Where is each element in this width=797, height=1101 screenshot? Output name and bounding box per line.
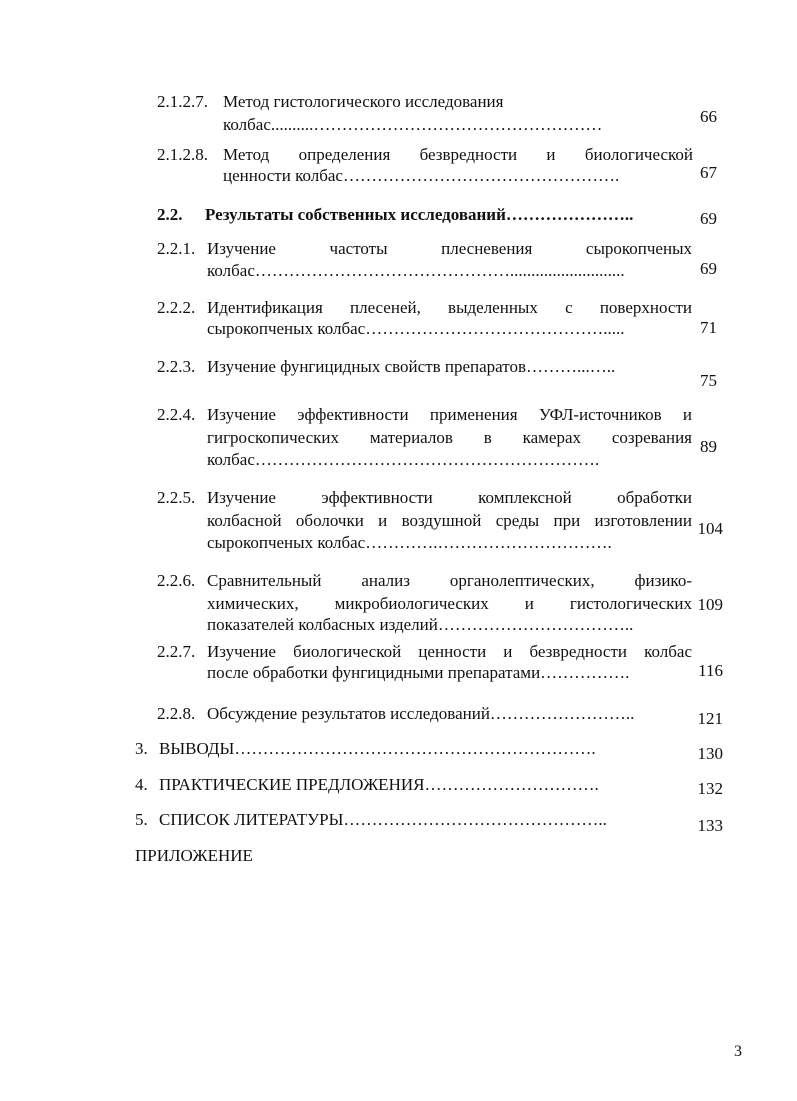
- toc-entry-number: 2.2.5.: [157, 488, 196, 507]
- toc-entry-page: 104: [697, 519, 723, 538]
- toc-entry-title: Результаты собственных исследований…………………..: [205, 205, 634, 224]
- toc-entry-title-cont: гигроскопических материалов в камерах созревания: [207, 428, 692, 447]
- toc-entry-title: Обсуждение результатов исследований……………………..: [207, 704, 635, 723]
- toc-entry-number: 2.2.7.: [157, 642, 196, 661]
- toc-entry-title: Метод определения безвредности и биологической: [223, 145, 693, 164]
- toc-entry-title-cont: сырокопченых колбас………….………………………….: [207, 533, 612, 552]
- toc-entry-title-cont: сырокопченых колбас…………………………………….....: [207, 319, 625, 338]
- toc-entry-page: 75: [700, 371, 717, 390]
- toc-entry-page: 67: [700, 163, 717, 182]
- toc-entry-number: 2.2.2.: [157, 298, 196, 317]
- toc-entry-title: ПРАКТИЧЕСКИЕ ПРЕДЛОЖЕНИЯ………………………….: [159, 775, 599, 794]
- toc-entry-title: ВЫВОДЫ……………………………………………………….: [159, 739, 596, 758]
- toc-entry-title-cont: показателей колбасных изделий……………………………..: [207, 615, 634, 634]
- toc-entry-title: Изучение частоты плесневения сырокопченых: [207, 239, 692, 258]
- toc-entry-page: 133: [697, 816, 723, 835]
- toc-entry-title: Изучение эффективности применения УФЛ-источников и: [207, 405, 692, 424]
- toc-entry-page: 89: [700, 437, 717, 456]
- toc-entry-number: 2.1.2.8.: [157, 145, 208, 164]
- toc-entry-number: 4.: [135, 775, 148, 794]
- toc-entry-page: 71: [700, 318, 717, 337]
- toc-entry-page: 69: [700, 259, 717, 278]
- toc-entry-title-cont: колбас..........……………………………………………: [223, 115, 603, 134]
- toc-entry-number: 2.1.2.7.: [157, 92, 208, 111]
- toc-entry-page: 130: [697, 744, 723, 763]
- toc-entry-title-cont: колбас…………………………………………………….: [207, 450, 600, 469]
- toc-entry-number: 2.2.4.: [157, 405, 196, 424]
- toc-entry-title-cont: ценности колбас………………………………………….: [223, 166, 620, 185]
- toc-entry-title: СПИСОК ЛИТЕРАТУРЫ………………………………………..: [159, 810, 607, 829]
- toc-entry-page: 69: [700, 209, 717, 228]
- toc-entry-number: 3.: [135, 739, 148, 758]
- toc-entry-number: 2.2.: [157, 205, 183, 224]
- toc-entry-title-cont: химических, микробиологических и гистологических: [207, 594, 692, 613]
- toc-entry-number: 2.2.1.: [157, 239, 196, 258]
- toc-entry-page: 121: [697, 709, 723, 728]
- toc-entry-title: Метод гистологического исследования: [223, 92, 504, 111]
- toc-entry-title: Сравнительный анализ органолептических, физико-: [207, 571, 692, 590]
- toc-entry-page: 116: [698, 661, 723, 680]
- toc-entry-number: 2.2.6.: [157, 571, 196, 590]
- toc-entry-title: Изучение фунгицидных свойств препаратов………...…..: [207, 357, 616, 376]
- toc-entry-title-cont: после обработки фунгицидными препаратами…………….: [207, 663, 630, 682]
- toc-entry-page: 109: [697, 595, 723, 614]
- toc-entry-number: 2.2.8.: [157, 704, 196, 723]
- toc-entry-page: 66: [700, 107, 717, 126]
- toc-entry-title-cont: колбас………………………………………...........................: [207, 261, 625, 280]
- toc-entry-title: Идентификация плесеней, выделенных с поверхности: [207, 298, 692, 317]
- toc-entry-page: 132: [697, 779, 723, 798]
- toc-entry-title: Изучение эффективности комплексной обработки: [207, 488, 692, 507]
- page-number: 3: [734, 1043, 742, 1060]
- toc-entry-title: ПРИЛОЖЕНИЕ: [135, 846, 253, 865]
- toc-entry-number: 5.: [135, 810, 148, 829]
- toc-entry-title-cont: колбасной оболочки и воздушной среды при изготовлении: [207, 511, 692, 530]
- toc-entry-title: Изучение биологической ценности и безвредности колбас: [207, 642, 692, 661]
- toc-entry-number: 2.2.3.: [157, 357, 196, 376]
